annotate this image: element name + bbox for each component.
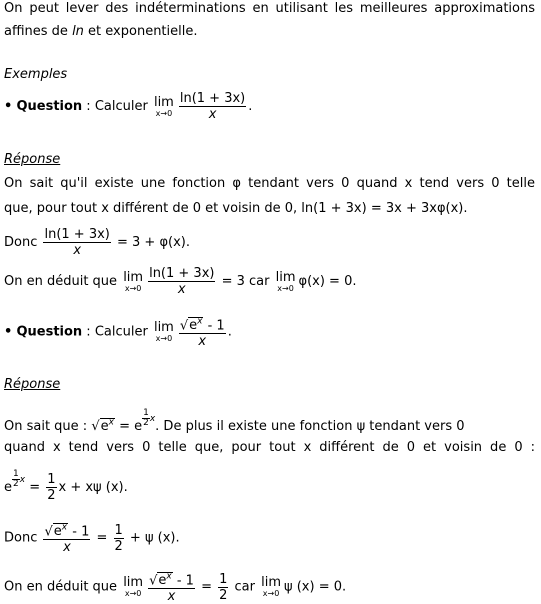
lim-word: lim	[153, 320, 174, 336]
numerator: ln(1 + 3x)	[179, 91, 246, 106]
denominator: x	[63, 540, 71, 556]
limit	[154, 321, 174, 343]
sqrt-sign: √	[44, 524, 53, 540]
denominator: x	[208, 107, 217, 122]
numerator: $√e^x - 1$	[179, 317, 225, 334]
equals: =	[25, 480, 45, 495]
denominator: x	[198, 334, 207, 350]
limit	[276, 271, 296, 293]
denominator: x	[177, 282, 186, 297]
radicand: $e^x$	[100, 417, 114, 434]
fraction	[43, 521, 90, 555]
reponse-1-line-2: que, pour tout x différent de 0 et voisin de 0, ln(1 + 3x) = 3x + 3xφ(x).	[4, 201, 468, 216]
numerator: $√e^x - 1$	[44, 523, 90, 540]
radicand: $e^x$	[189, 317, 203, 334]
sqrt-sign: √	[91, 419, 100, 434]
fraction	[148, 266, 215, 297]
question-1	[4, 91, 252, 122]
numerator: ln(1 + 3x)	[44, 227, 110, 242]
limit-result: ψ (x) = 0.	[284, 579, 347, 595]
lim-sub: x→0	[124, 589, 142, 599]
fraction-half: $\frac{1}{2}$	[47, 472, 56, 503]
question-2	[4, 315, 232, 349]
equals-car: = 3 car	[217, 274, 274, 289]
numerator: ln(1 + 3x)	[149, 266, 215, 281]
bullet: •	[4, 324, 13, 340]
deduction-text: On en déduit que	[4, 274, 122, 289]
exponent: $\frac{1}{2}$ x	[13, 469, 26, 489]
exponent: $\frac{1}{2}$ x	[143, 408, 156, 428]
question-label: Question	[16, 324, 83, 340]
lim-sub: x→0	[124, 283, 142, 293]
donc-word: Donc	[4, 235, 42, 250]
reponse-text-end: . De plus il existe une fonction ψ tendant vers 0	[155, 419, 465, 434]
reponse-label: Réponse	[4, 152, 61, 167]
deduction-text: On en déduit que	[4, 579, 122, 595]
lim-word: lim	[261, 575, 282, 591]
limit-result: φ(x) = 0.	[298, 274, 357, 289]
car-word: car	[230, 579, 260, 595]
intro-line-2	[4, 24, 198, 40]
fraction	[179, 315, 226, 349]
fraction	[43, 227, 110, 258]
deduction-line-1	[4, 266, 357, 297]
reponse-heading-2	[4, 377, 60, 393]
bullet: •	[4, 99, 13, 114]
lim-sub: x→0	[155, 108, 173, 118]
intro-text-end: et exponentielle.	[83, 24, 198, 39]
denominator: x	[167, 589, 176, 604]
lim-sub: x→0	[277, 283, 294, 293]
lim-sub: x→0	[155, 334, 173, 344]
fraction-half: $\frac{1}{2}$	[114, 522, 123, 554]
fraction-half: $\frac{1}{2}$	[219, 571, 228, 603]
donc-line-1	[4, 227, 190, 258]
donc-word: Donc	[4, 530, 42, 546]
lim-word: lim	[123, 575, 144, 591]
limit	[123, 576, 143, 598]
limit	[261, 576, 281, 598]
e-base: e	[4, 480, 12, 495]
radicand: $e^x$	[53, 523, 68, 540]
reponse-label: Réponse	[4, 377, 61, 392]
numerator: $√e^x - 1$	[149, 572, 194, 589]
question-text: : Calculer	[82, 324, 152, 340]
fraction	[179, 91, 246, 122]
limit	[154, 96, 174, 118]
period: .	[227, 324, 232, 340]
reponse-2-line-2: quand x tend vers 0 telle que, pour tout x différent de 0 et voisin de 0 :	[4, 440, 535, 455]
approximation-line	[4, 470, 128, 503]
intro-line-1: On peut lever des indéterminations en utilisant les meilleures approximations	[4, 1, 535, 16]
lim-word: lim	[123, 269, 144, 285]
sqrt-sign: √	[149, 573, 158, 589]
equals: =	[92, 530, 112, 546]
limit	[123, 271, 143, 293]
lim-word: lim	[275, 269, 296, 285]
equation-rest: = 3 + φ(x).	[112, 235, 191, 250]
reponse-2-line-1	[4, 409, 465, 435]
reponse-text: On sait que :	[4, 419, 92, 434]
equals: =	[196, 579, 217, 595]
equation-rest: + ψ (x).	[125, 530, 180, 546]
equals-e: = e	[114, 419, 143, 434]
sqrt-sign: √	[179, 318, 189, 334]
ln-term: ln	[72, 24, 84, 39]
reponse-heading-1	[4, 152, 60, 168]
intro-text: affines de	[4, 24, 73, 39]
denominator: x	[73, 243, 82, 258]
exemples-heading: Exemples	[4, 67, 68, 82]
question-label: Question	[16, 99, 83, 114]
question-text: : Calculer	[82, 99, 152, 114]
reponse-1-line-1: On sait qu'il existe une fonction φ tendant vers 0 quand x tend vers 0 telle	[4, 176, 535, 191]
radicand: $e^x$	[158, 572, 172, 589]
lim-word: lim	[153, 94, 174, 110]
donc-line-2	[4, 521, 180, 555]
lim-sub: x→0	[262, 589, 280, 599]
period: .	[248, 99, 253, 114]
approximation-rest: x + xψ (x).	[58, 480, 128, 495]
